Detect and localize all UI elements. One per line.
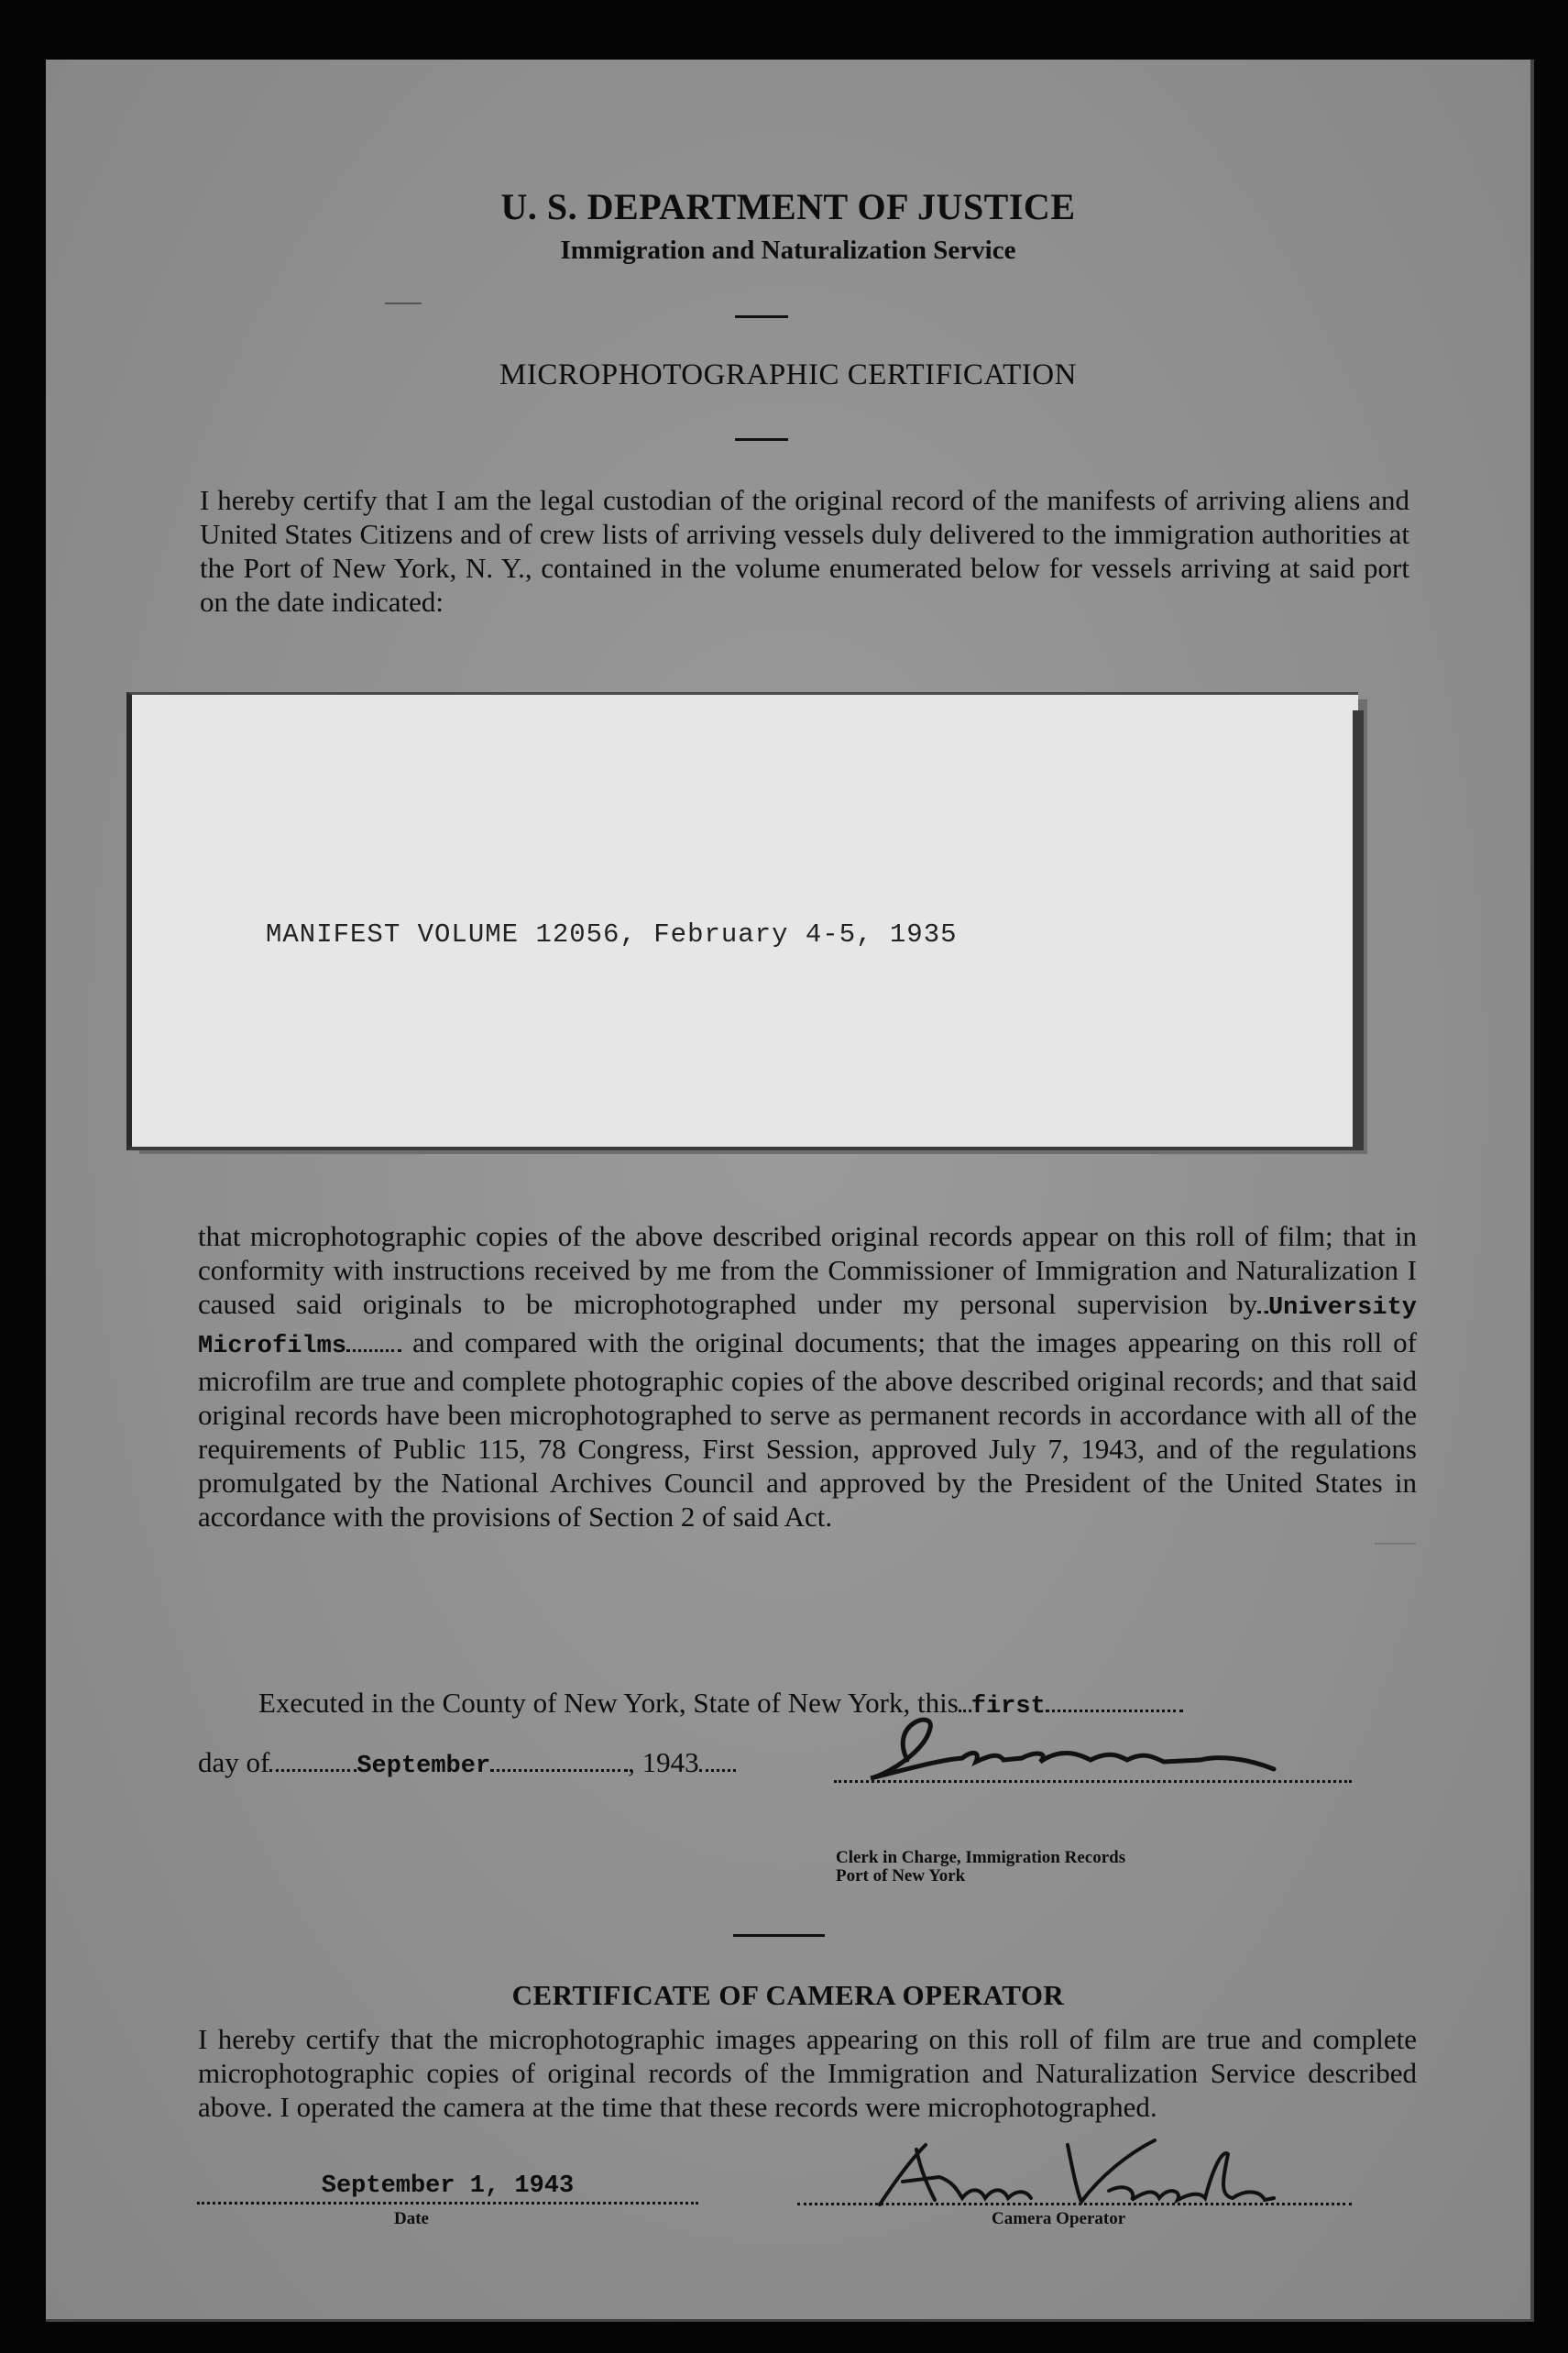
operator-date-fill: September 1, 1943 bbox=[197, 2172, 698, 2205]
stray-mark bbox=[385, 302, 422, 304]
divider-rule bbox=[733, 1934, 825, 1937]
service-subheading: Immigration and Naturalization Service bbox=[560, 236, 1016, 265]
body-paragraph bbox=[198, 1219, 1417, 1534]
department-heading: U. S. DEPARTMENT OF JUSTICE bbox=[500, 186, 1076, 227]
dotted-leader bbox=[269, 1769, 356, 1772]
certification-title: MICROPHOTOGRAPHIC CERTIFICATION bbox=[499, 358, 1077, 391]
date-line bbox=[198, 1746, 736, 1780]
dotted-leader bbox=[490, 1769, 628, 1772]
month-fill: September bbox=[356, 1753, 491, 1780]
intro-paragraph: I hereby certify that I am the legal custodian of the original record of the manifests of arriving aliens and United States Citizens and of crew lists of arriving vessels duly delivered to the immigration authorities at the Port of New York, N. Y., contained in the volume enumerated below for vessels arriving at said port on the date indicated: bbox=[200, 484, 1409, 618]
clerk-title-line2: Port of New York bbox=[836, 1866, 966, 1886]
day-fill: first bbox=[970, 1693, 1046, 1721]
dotted-leader bbox=[699, 1769, 736, 1772]
operator-signature bbox=[852, 2127, 1329, 2218]
dotted-leader bbox=[346, 1349, 401, 1352]
clerk-signature bbox=[852, 1705, 1329, 1792]
year-text: , 1943 bbox=[628, 1746, 699, 1778]
execution-prefix: Executed in the County of New York, State of New York, this bbox=[258, 1687, 959, 1719]
clerk-title-line1: Clerk in Charge, Immigration Records bbox=[836, 1848, 1126, 1867]
body-text-part2: and compared with the original documents; that the images appearing on this roll of microfilm are true and complete photographic copies of the above described original records; and that said original records have been microphotographed to serve as permanent records in accordance with all of the requirements of Public 115, 78 Congress, First Session, approved July 7, 1943, and of the regulations promulgated by the National Archives Council and approved by the President of the United States in accordance with the provisions of Section 2 of said Act. bbox=[198, 1326, 1418, 1533]
stray-mark bbox=[1375, 1543, 1416, 1545]
operator-certificate-title: CERTIFICATE OF CAMERA OPERATOR bbox=[511, 1979, 1065, 2011]
card-edge-shadow bbox=[1353, 710, 1364, 1150]
date-label: Date bbox=[394, 2209, 429, 2228]
divider-rule bbox=[735, 438, 788, 441]
camera-operator-label: Camera Operator bbox=[992, 2209, 1126, 2228]
manifest-volume-text: MANIFEST VOLUME 12056, February 4-5, 1935 bbox=[266, 919, 958, 950]
day-of-label: day of bbox=[198, 1746, 270, 1778]
supervisor-fill: University Microfilms bbox=[198, 1294, 1417, 1360]
divider-rule bbox=[735, 315, 788, 318]
clerk-title bbox=[836, 1849, 1125, 1886]
dotted-leader bbox=[1257, 1311, 1268, 1314]
body-text-part1: that microphotographic copies of the above described original records appear on this roll of film; that in conformity with instructions received by me from the Commissioner of Immigration and Naturalization I caused said originals to be microphotographed under my personal supervision by bbox=[198, 1220, 1417, 1320]
certificate-sheet bbox=[46, 60, 1534, 2322]
operator-paragraph: I hereby certify that the microphotographic images appearing on this roll of film are true and complete microphotographic copies of original records of the Immigration and Naturalization Service described above. I operated the camera at the time that these records were microphotographed. bbox=[198, 2023, 1417, 2123]
